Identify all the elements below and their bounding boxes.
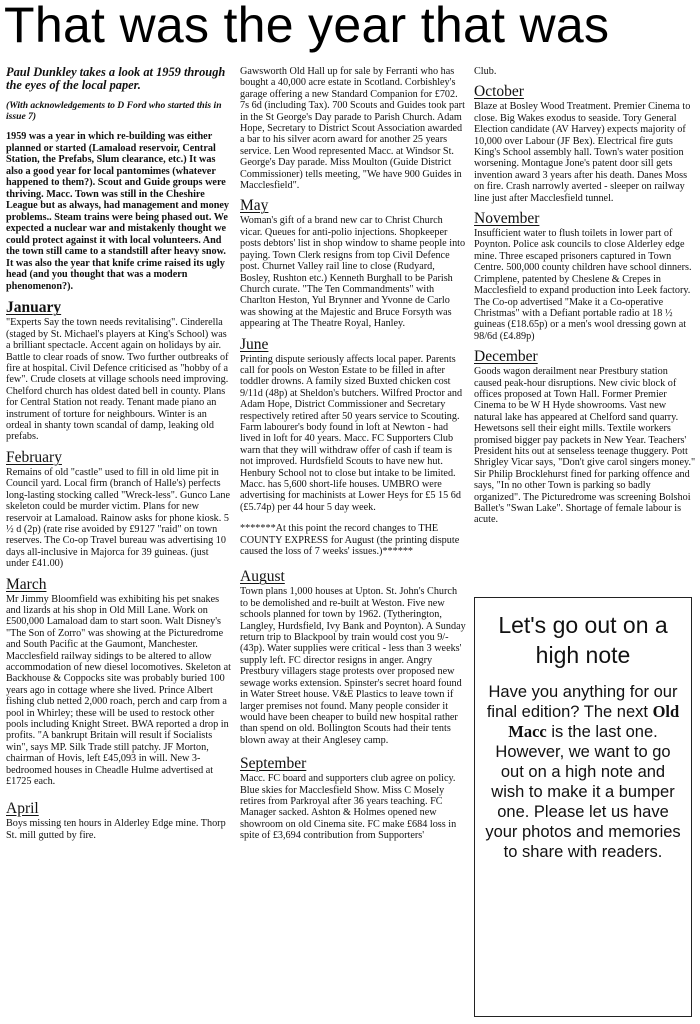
month-heading-december: December xyxy=(474,348,538,366)
month-text-january: "Experts Say the town needs revitalising". Cinderella (staged by St. Michael's players at King's School) was a brilliant spectacle. Accent again on holidays by air. Battle to clear roads of snow. Two further outbreaks of fire at hospital. Civil Defence criticised as "hobby of a few". Crude closets at village schools need improving. Chelford church has oldest dated bell in county. Plans for Central Station not ready. Tenant made piano an instrument of torture for neighbours. Winter is an ordeal in shanty town scandal of damp, leaking old prefabs. xyxy=(6,317,229,443)
intro-acknowledgement: (With acknowledgements to D Ford who started this in issue 7) xyxy=(6,100,222,123)
promo-box xyxy=(474,597,692,1017)
month-heading-march: March xyxy=(6,575,47,593)
month-text-april: Boys missing ten hours in Alderley Edge mine. Thorp St. mill gutted by fire. xyxy=(6,818,226,841)
intro-title: Paul Dunkley takes a look at 1959 through the eyes of the local paper. xyxy=(6,65,226,93)
month-heading-january: January xyxy=(6,299,62,317)
month-text-december: Goods wagon derailment near Prestbury station caused peak-hour disruptions. New civic block of offices proposed at Town Hall. Former Premier Cinema to be W H Hyde showrooms. Vast new natural lake has appeared at Chelford sand quarry. Hewetsons sell their eight mills. Textile workers promised bigger pay packets in New Year. Teachers' President hits out at senseless teenage thuggery. Pott Shrigley Vicar says, "Don't give carol singers money." Sir Philip Brocklehurst fined for parking offence and says, "In no other Town is parking so badly organized". The Picturedrome was screening Bolshoi Ballet's "Swan Lake". Shortage of female labour is acute. xyxy=(474,366,696,526)
month-text-may: Woman's gift of a brand new car to Christ Church vicar. Queues for anti-polio injections. Shopkeeper posts debtors' list in shop window to shame people into paying. Town Clerk resigns from top Civil Defence post. Churnet Valley rail line to close (Rudyard, Bosley, Rushton etc.) Kenneth Burghall to be Parish Church curate. "The Ten Commandments" with Charlton Heston, Yul Brynner and Yvonne de Carlo was showing at the Majestic and Bruce Forsyth was appearing at The Theatre Royal, Hanley. xyxy=(240,215,466,330)
promo-body-start: Have you anything for our final edition? The next xyxy=(486,683,678,721)
month-heading-may: May xyxy=(240,197,269,215)
month-text-august: Town plans 1,000 houses at Upton. St. John's Church to be demolished and re-built at Weston. Five new schools planned for town by 1962. (Tytherington, Langley, Hurdsfield, Ivy Bank and Poynton). A Sunday return trip to Blackpool by train would cost you 9/- (43p). Water supplies were critical - less than 3 weeks' supply left. FC director resigns in anger. Angry Prestbury villagers stage protests over proposed new sewage works extension. Spinster's secret hoard found in Water Street house. V&E Plastics to leave town if larger premises not found. Many people consider it would have been cheaper to build new hospital rather than spend on old. Bollington Scouts had their tents blown away at their Anglesey camp. xyxy=(240,586,466,746)
column-3 xyxy=(474,66,696,526)
month-text-november: Insufficient water to flush toilets in lower part of Poynton. Police ask councils to close Alderley edge mine. Three escaped prisoners captured in Town Centre. 500,000 county children have school dinners. Crimplene, patented by Cheslene & Crepes in Macclesfield to expand production into Leek factory. The Co-op advertised "Make it a Co-operative Christmas" with a Defiant portable radio at 18 ½ guineas (£18.65p) or a men's wool dressing gown at 98/6d (£4.89p) xyxy=(474,228,692,342)
promo-body-end: is the last one. However, we want to go out on a high note and wish to make it a bumper one. Please let us have your photos and memories to share with readers. xyxy=(485,723,681,861)
intro-body: 1959 was a year in which re-building was either planned or started (Lamaload reservoir, Central Station, the Prefabs, Slum clearance, etc.) It was also a good year for local pantomimes (whatever happened to them?). Scout and Guide groups were thriving. Macc. Town was still in the Cheshire League but as always, had management and money problems.. Steam trains were being phased out. We expected a nuclear war and mistakenly thought we could protect against it with local volunteers. And the town still came to a standstill after heavy snow. It was also the year that knife crime raised its ugly head (and you thought that was a modern phenomenon?). xyxy=(6,131,230,292)
column-2 xyxy=(240,66,466,842)
promo-body xyxy=(483,682,683,862)
publication-name: Old Macc xyxy=(508,702,680,741)
month-text-september: Macc. FC board and supporters club agree on policy. Blue skies for Macclesfield Show. Miss C Mosely retires from Parkroyal after 36 years teaching. FC Manager sacked. Ashton & Holmes opened new showroom on old Cinema site. FC make £684 loss in spite of £3,694 contribution from Supporters' xyxy=(240,773,457,842)
month-text-february: Remains of old "castle" used to fill in old lime pit in Council yard. Local firm (branch of Halle's) perfects long-lasting stocking called "Wreck-less". Gunco Lane skeleton could be murder victim. Plans for new reservoir at Lamaload. Rainow asks for phone kiosk. 5 ½ d (2p) (rate rise avoided by £9127 "raid" on town reserves. The Co-op Travel bureau was advertising 10 days all-inclusive in Majorca for 39 guineas. (just under £41.00) xyxy=(6,466,231,570)
headline: That was the year that was xyxy=(4,0,610,53)
month-heading-april: April xyxy=(6,800,39,818)
month-text-april-continued: Gawsworth Old Hall up for sale by Ferranti who has bought a 40,000 acre estate in Scotland. Corbishley's garage offering a new Standard Companion for £702. 7s 6d (including Tax). 700 Scouts and Guides took part in the St George's Day parade to Parish Church. Adam Hope, Secretary to District Scout Association awarded a bar to his silver acorn award for another 25 years service. Len Wood represented Macc. at Windsor St. George's Day parade. Miss Moulton (Guide District Commissioner) tells meeting, "We have 900 Guides in Macclesfield". xyxy=(240,66,465,192)
month-heading-june: June xyxy=(240,335,269,353)
month-heading-september: September xyxy=(240,755,307,773)
month-text-september-continued: Club. xyxy=(474,66,497,77)
month-text-june: Printing dispute seriously affects local paper. Parents call for pools on Weston Estate to be filled in after toddler drowns. A family sized Buxted chicken cost 9/11d (48p) at Sheldon's butchers. Wilfred Proctor and Adam Hope, District Commissioner and Secretary respectively retired after 50 years service to Scouting. Farm labourer's body found in loft at Newton - had lived in loft for 40 years. Macc. FC Supporters Club warn that they will withdraw offer of cash if team is not improved. Hurdsfield Scouts to have new hut. Henbury School not to close but intake to be limited. Macc. has 5,600 short-life houses. UMBRO were advertising for machinists at Lower Heys for £5 15 6d (£5.74p) per 44 hour 5 day week. xyxy=(240,353,463,513)
column-1 xyxy=(6,66,231,841)
month-heading-october: October xyxy=(474,83,524,101)
month-heading-november: November xyxy=(474,210,540,228)
printing-dispute-note: *******At this point the record changes to THE COUNTY EXPRESS for August (the printing dispute caused the loss of 7 weeks' issues.)****** xyxy=(240,523,460,558)
month-text-march: Mr Jimmy Bloomfield was exhibiting his pet snakes and lizards at his shop in Old Mill Lane. Work on £500,000 Lamaload dam to start soon. Walt Disney's "The Son of Zorro" was showing at the Picturedrome and South Pacific at the Gaumont, Manchester. Macclesfield railway sidings to be altered to allow accommodation of new diesel locomotives. Skeleton at Backhouse & Coppocks site was probably buried 100 years ago in cottage where she lived. Prince Albert fishing club netted 2,000 roach, perch and carp from a pool in Whirley; these will be used to restock other pools including Knight Street. BWA reported a drop in profits. "A bankrupt Britain will result if Socialists win", says MP. Silk Trade still patchy. JF Morton, chairman of Hovis, left £45,093 in will. New 3-bedroomed houses in Cheadle Hulme advertised at £1725 each. xyxy=(6,593,231,788)
month-heading-august: August xyxy=(240,568,285,586)
promo-title: Let's go out on a high note xyxy=(498,612,668,668)
month-text-october: Blaze at Bosley Wood Treatment. Premier Cinema to close. Big Wakes exodus to seaside. Tory General Election candidate (AV Harvey) expects majority of 10,000 over Labour (JF Bex). Electrical fire guts King's School assembly hall. Town's water position worsening. Montague Jone's patent door sill gets invention award 3 years after his death. Danes Moss on fire. Crash narrowly averted - sleeper on railway line just after Macclesfield tunnel. xyxy=(474,101,691,204)
month-heading-february: February xyxy=(6,448,62,466)
